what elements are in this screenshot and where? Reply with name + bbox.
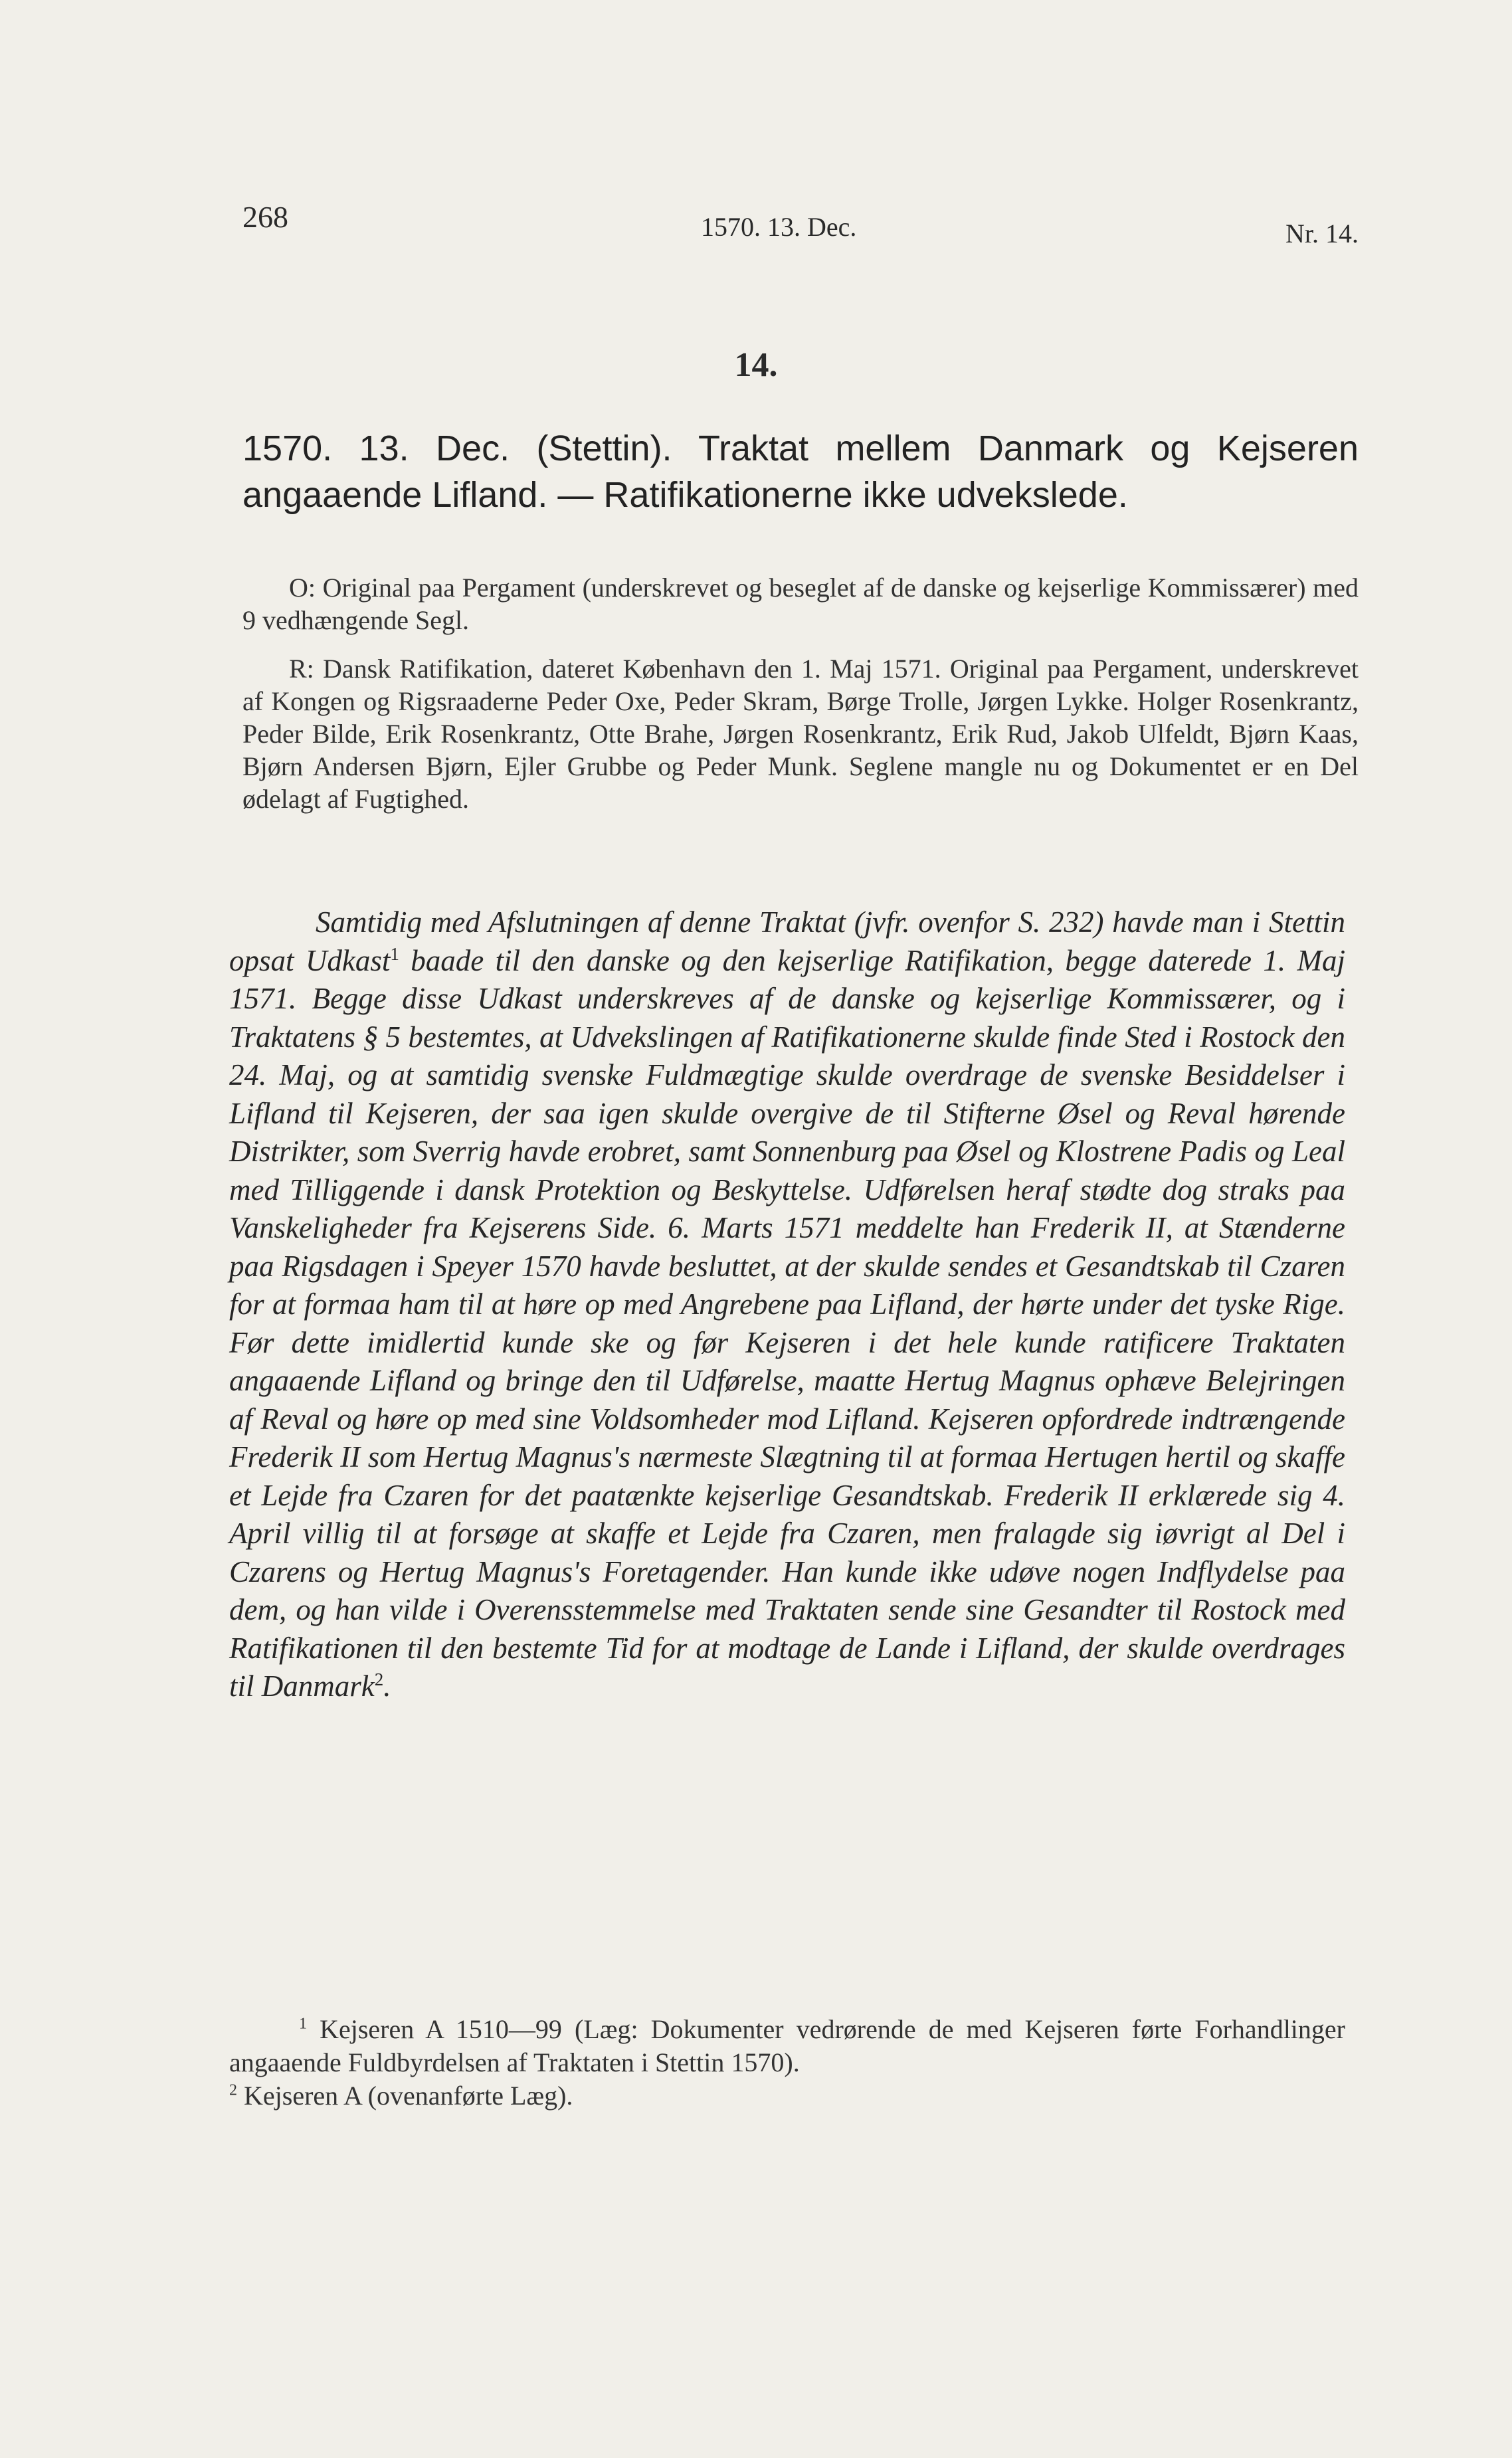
- footnote-ref-1: 1: [390, 943, 399, 964]
- footnote-1-text: Kejseren A 1510—99 (Læg: Dokumenter vedrørende de med Kejseren førte Forhandlinger angaaende Fuldbyrdelsen af Traktaten i Stettin 1570).: [229, 2014, 1345, 2077]
- running-document-number: Nr. 14.: [1285, 219, 1359, 248]
- source-original: [242, 571, 1359, 636]
- footnote-ref-2: 2: [374, 1669, 384, 1689]
- commentary-text-2: baade til den danske og den kejserlige Ratifikation, begge daterede 1. Maj 1571. Begge disse Udkast underskreves af de danske og kejserlige Kommissærer, og i Traktatens § 5 bestemtes, at Udvekslingen af Ratifikationerne skulde finde Sted i Rostock den 24. Maj, og at samtidig svenske Fuldmægtige skulde overdrage de svenske Besiddelser i Lifland til Kejseren, der saa igen skulde overgive de til Stifterne Øsel og Reval hørende Distrikter, som Sverrig havde erobret, samt Sonnenburg paa Øsel og Klostrene Padis og Leal med Tilliggende i dansk Protektion og Beskyttelse. Udførelsen heraf stødte dog straks paa Vanskeligheder fra Kejserens Side. 6. Marts 1571 meddelte han Frederik II, at Stænderne paa Rigsdagen i Speyer 1570 havde besluttet, at der skulde sendes et Gesandtskab til Czaren for at formaa ham til at høre op med Angrebene paa Lifland, der hørte under det tyske Rige. Før dette imidlertid kunde ske og før Kejseren i det hele kunde ratificere Traktaten angaaende Lifland og bringe den til Udførelse, maatte Hertug Magnus ophæve Belejringen af Reval og høre op med sine Voldsomheder mod Lifland. Kejseren opfordrede indtrængende Frederik II som Hertug Magnus's nærmeste Slægtning til at formaa Hertugen hertil og skaffe et Lejde fra Czaren for det paatænkte kejserlige Gesandtskab. Frederik II erklærede sig 4. April villig til at forsøge at skaffe et Lejde fra Czaren, men fralagde sig iøvrigt al Del i Czarens og Hertug Magnus's Foretagender. Han kunde ikke udøve nogen Indflydelse paa dem, og han vilde i Overensstemmelse med Traktaten sende sine Gesandter til Rostock med Ratifikationen til den bestemte Tid for at modtage de Lande i Lifland, der skulde overdrages til Danmark: [229, 943, 1346, 1703]
- source-original-text: O: Original paa Pergament (underskrevet og beseglet af de danske og kejserlige Kommissærer) med 9 vedhængende Segl.: [242, 573, 1359, 635]
- editorial-commentary: [229, 903, 1345, 1706]
- footnotes: [229, 2013, 1345, 2113]
- commentary-paragraph: [229, 903, 1345, 1706]
- source-ratification-text: R: Dansk Ratifikation, dateret København den 1. Maj 1571. Original paa Pergament, underskrevet af Kongen og Rigsraaderne Peder Oxe, Peder Skram, Børge Trolle, Jørgen Lykke. Holger Rosenkrantz, Peder Bilde, Erik Rosenkrantz, Otte Brahe, Jørgen Rosenkrantz, Erik Rud, Jakob Ulfeldt, Bjørn Kaas, Bjørn Andersen Bjørn, Ejler Grubbe og Peder Munk. Seglene mangle nu og Dokumentet er en Del ødelagt af Fugtighed.: [242, 654, 1359, 814]
- document-number: 14.: [734, 346, 778, 384]
- footnote-2: [229, 2079, 1345, 2113]
- running-head: [242, 199, 1359, 246]
- footnote-1: [229, 2013, 1345, 2079]
- document-heading: 1570. 13. Dec. (Stettin). Traktat mellem Danmark og Kejseren angaaende Lifland. — Ratifikationerne ikke udvekslede.: [242, 428, 1359, 515]
- running-date: 1570. 13. Dec.: [701, 212, 857, 242]
- footnote-1-marker: 1: [299, 2015, 307, 2033]
- page-number: 268: [242, 200, 288, 234]
- footnote-2-text: Kejseren A (ovenanførte Læg).: [237, 2081, 573, 2111]
- footnote-2-marker: 2: [229, 2081, 237, 2099]
- commentary-text-1: Samtidig med Afslutningen af denne Traktat (jvfr. ovenfor S. 232) havde man i Stettin opsat Udkast: [229, 905, 1345, 977]
- commentary-text-3: .: [383, 1669, 391, 1703]
- source-ratification: [242, 652, 1359, 815]
- source-notes: [242, 571, 1359, 831]
